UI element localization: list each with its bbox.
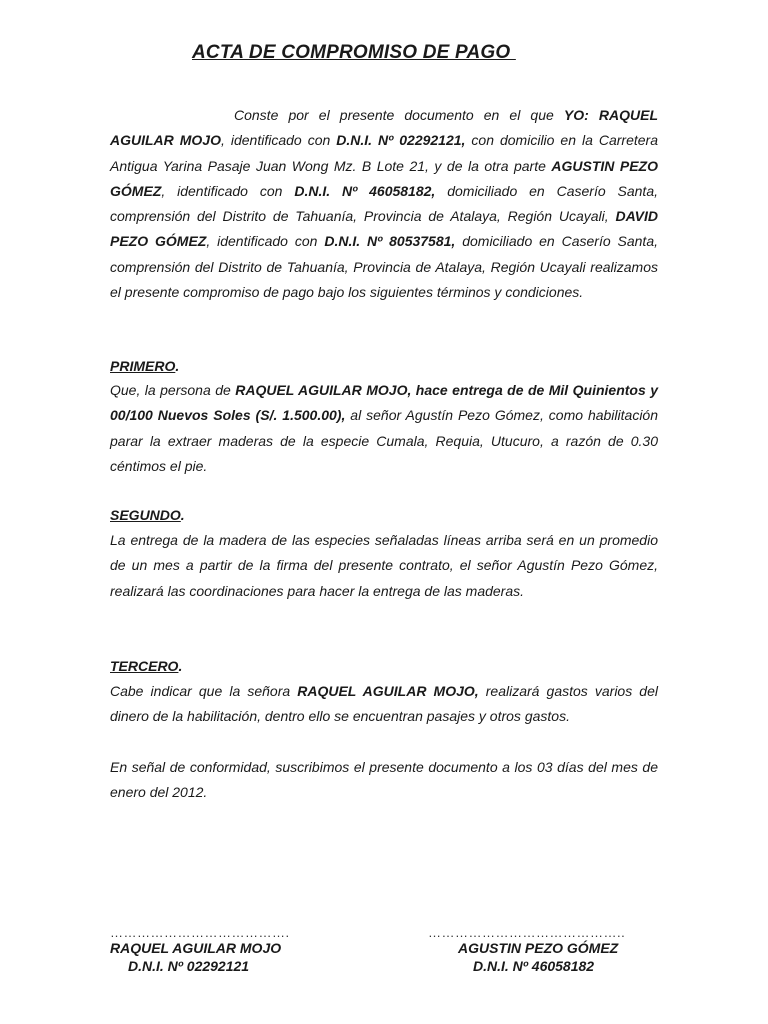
primero-amount: RAQUEL AGUILAR MOJO, hace entrega de de Mil Quinientos y 00/100 Nuevos Soles (S/. 1.500.00),: [110, 382, 658, 424]
intro-text-3: con domicilio en la Carretera Antigua Yarina Pasaje Juan Wong Mz. B Lote 21, y de la otra parte: [110, 132, 659, 174]
intro-dni-agustin: D.N.I. Nº 46058182,: [294, 182, 436, 199]
intro-text-1: Conste por el presente documento en el que: [234, 107, 564, 123]
section-tercero-paragraph: Cabe indicar que la señora RAQUEL AGUILAR MOJO, realizará gastos varios del dinero de la habilitación, dentro ello se encuentran pasajes y otros gastos.: [110, 683, 658, 725]
intro-text-5: domiciliado en Caserío Santa, comprensión del Distrito de Tahuanía, Provincia de Atalaya, Región Ucayali,: [110, 182, 658, 225]
section-primero-paragraph: Que, la persona de RAQUEL AGUILAR MOJO, hace entrega de de Mil Quinientos y 00/100 Nuevos Soles (S/. 1.500.00), al señor Agustín Pezo Gómez, como habilitación parar la extraer maderas de la especie Cumala, Requia, Utucuro, a razón de 0.30 céntimos el pie.: [110, 382, 658, 474]
intro-text-7: domiciliado en Caserío Santa, comprensión del Distrito de Tahuanía, Provincia de Atalaya, Región Ucayali realizamos el presente compromiso de pago bajo los siguientes términos y condiciones.: [110, 233, 658, 301]
tercero-party-raquel: RAQUEL AGUILAR MOJO,: [297, 683, 479, 699]
intro-dni-david: D.N.I. Nº 80537581,: [324, 233, 456, 250]
signature-name-left: RAQUEL AGUILAR MOJO: [110, 940, 282, 956]
intro-party-david: DAVID PEZO GÓMEZ: [110, 208, 658, 250]
section-heading-segundo: SEGUNDO.: [110, 507, 185, 523]
intro-party-raquel: YO: RAQUEL AGUILAR MOJO: [110, 107, 659, 149]
document-page: [110, 0, 658, 1024]
intro-text-2: , identificado con: [221, 132, 337, 149]
signature-dni-right: D.N.I. Nº 46058182: [473, 958, 595, 974]
signature-dni-left: D.N.I. Nº 02292121: [128, 958, 250, 974]
intro-dni-raquel: D.N.I. Nº 02292121,: [336, 132, 466, 149]
section-segundo-paragraph: La entrega de la madera de las especies señaladas líneas arriba será en un promedio de un mes a partir de la firma del presente contrato, el señor Agustín Pezo Gómez, realizará las coordinaciones para hacer la entrega de las maderas.: [110, 532, 658, 599]
signature-line-left: ………………………………….: [110, 925, 290, 940]
intro-text-4: , identificado con: [161, 182, 295, 199]
section-heading-tercero: TERCERO.: [110, 658, 183, 674]
section-heading-primero: PRIMERO.: [110, 358, 180, 374]
intro-text-6: , identificado con: [206, 233, 325, 250]
intro-party-agustin: AGUSTIN PEZO GÓMEZ: [110, 157, 658, 199]
document-title: ACTA DE COMPROMISO DE PAGO: [192, 42, 516, 63]
intro-paragraph: [110, 103, 658, 305]
signature-line-right: ……………………………………..: [428, 925, 626, 940]
closing-paragraph: En señal de conformidad, suscribimos el presente documento a los 03 días del mes de enero del 2012.: [110, 759, 658, 801]
signature-name-right: AGUSTIN PEZO GÓMEZ: [458, 940, 619, 956]
